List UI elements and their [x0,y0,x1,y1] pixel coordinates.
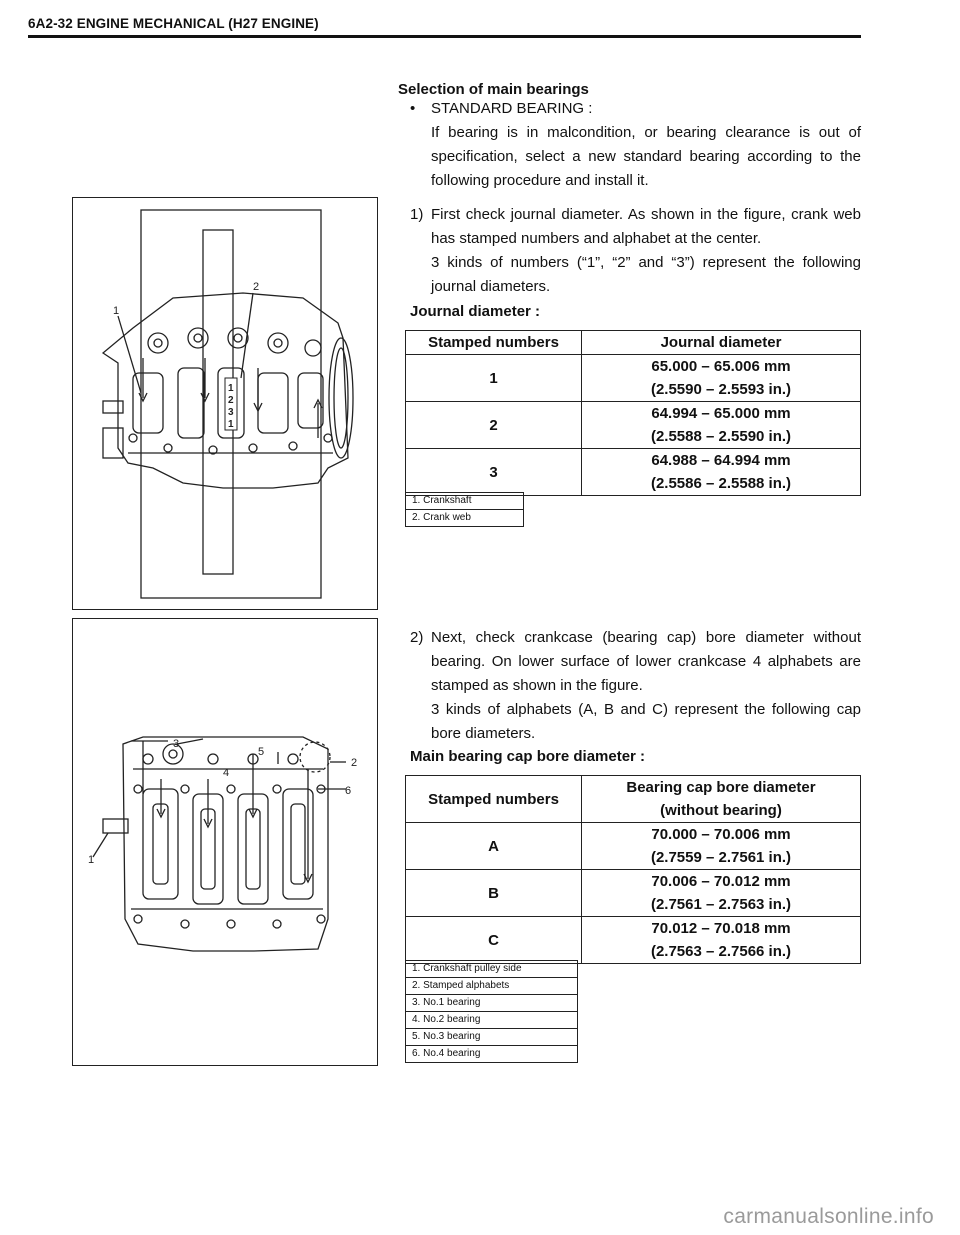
diameter-cell [582,402,861,449]
bore-table-title: Main bearing cap bore diameter : [410,748,646,765]
table-row [406,402,861,449]
section-title: Selection of main bearings [398,81,589,98]
journal-table-title: Journal diameter : [410,303,541,320]
table-row [406,917,861,964]
figure2-callout-6: 6 [345,785,352,797]
crank-web-illustration [73,198,377,609]
bullet-glyph: • [410,100,416,117]
step2-text2: 3 kinds of alphabets (A, B and C) represent the following cap bore diameters. [431,701,861,742]
journal-col-diameter: Journal diameter [582,331,861,355]
diameter-inch: (2.5590 – 2.5593 in.) [650,381,792,398]
stamp-digit: 1 [228,383,234,394]
table-row [406,823,861,870]
diameter-cell [582,823,861,870]
step1-number: 1) [410,206,424,223]
legend-item: 2. Crank web [406,510,524,527]
crankcase-illustration [73,619,377,1065]
diameter-cell [582,917,861,964]
stamp-cell: B [406,870,582,917]
stamp-cell: 3 [406,449,582,496]
diameter-mm: 65.000 – 65.006 mm [651,358,791,375]
diameter-cell [582,355,861,402]
journal-col-stamped: Stamped numbers [406,331,582,355]
diameter-inch: (2.5586 – 2.5588 in.) [650,475,792,492]
diameter-inch: (2.7563 – 2.7566 in.) [650,943,792,960]
bore-col-line1: Bearing cap bore diameter [626,779,816,796]
stamp-digit: 1 [228,419,234,430]
journal-diameter-table [405,330,861,496]
figure2-callout-3: 3 [173,738,180,750]
bore-col-line2: (without bearing) [660,802,782,819]
figure1-callout-2: 2 [253,281,260,293]
step2-number: 2) [410,629,424,646]
bore-col-diameter [582,776,861,823]
step1-text: First check journal diameter. As shown in the figure, crank web has stamped numbers and alphabet at the center. [431,206,861,247]
stamp-digit: 3 [228,407,234,418]
bore-col-stamped: Stamped numbers [406,776,582,823]
diameter-inch: (2.7559 – 2.7561 in.) [650,849,792,866]
stamp-cell: 2 [406,402,582,449]
figure-crank-web [72,197,378,610]
diameter-cell [582,870,861,917]
diameter-inch: (2.7561 – 2.7563 in.) [650,896,792,913]
diameter-cell [582,449,861,496]
header-rule [28,35,861,38]
diameter-mm: 70.000 – 70.006 mm [651,826,791,843]
diameter-inch: (2.5588 – 2.5590 in.) [650,428,792,445]
table-row [406,449,861,496]
stamp-digit: 2 [228,395,234,406]
diameter-mm: 70.012 – 70.018 mm [651,920,791,937]
figure2-callout-5: 5 [258,746,265,758]
figure2-legend [405,960,578,1063]
legend-item: 1. Crankshaft [406,493,524,510]
section-intro: If bearing is in malcondition, or bearing clearance is out of specification, select a new standard bearing according to the following procedure and install it. [431,124,861,189]
figure2-callout-4: 4 [223,767,230,779]
diameter-mm: 64.988 – 64.994 mm [651,452,791,469]
step1-text2: 3 kinds of numbers (“1”, “2” and “3”) represent the following journal diameters. [431,254,861,295]
figure2-callout-1: 1 [88,854,95,866]
table-row [406,355,861,402]
legend-item: 3. No.1 bearing [406,995,578,1012]
stamp-cell: 1 [406,355,582,402]
stamp-cell: A [406,823,582,870]
legend-item: 1. Crankshaft pulley side [406,961,578,978]
diameter-mm: 64.994 – 65.000 mm [651,405,791,422]
table-row [406,870,861,917]
page-header: 6A2-32 ENGINE MECHANICAL (H27 ENGINE) [28,16,319,31]
watermark: carmanualsonline.info [723,1205,934,1228]
stamp-cell: C [406,917,582,964]
legend-item: 6. No.4 bearing [406,1046,578,1063]
step2-text: Next, check crankcase (bearing cap) bore diameter without bearing. On lower surface of lower crankcase 4 alphabets are stamped as shown in the figure. [431,629,861,694]
legend-item: 5. No.3 bearing [406,1029,578,1046]
figure-crankcase [72,618,378,1066]
diameter-mm: 70.006 – 70.012 mm [651,873,791,890]
bore-diameter-table [405,775,861,964]
figure1-legend [405,492,524,527]
legend-item: 4. No.2 bearing [406,1012,578,1029]
figure1-callout-1: 1 [113,305,120,317]
bullet-label: STANDARD BEARING : [431,100,593,117]
figure2-callout-2: 2 [351,757,358,769]
legend-item: 2. Stamped alphabets [406,978,578,995]
